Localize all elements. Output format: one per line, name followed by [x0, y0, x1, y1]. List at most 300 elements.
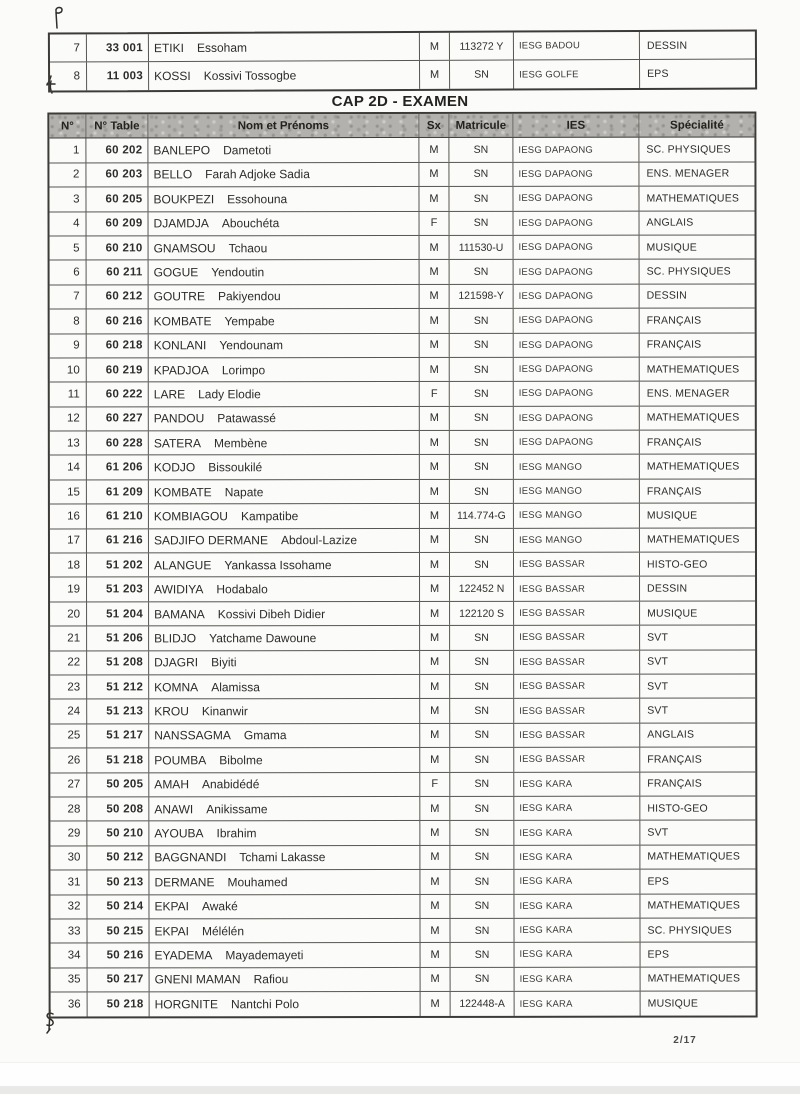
cell-index — [50, 797, 87, 820]
cell-matricule — [450, 699, 514, 722]
cell-table-number — [87, 309, 149, 332]
cell-sex — [420, 260, 450, 283]
table-row — [50, 528, 755, 553]
matricule-value: SN — [474, 534, 489, 547]
matricule-value: SN — [474, 875, 490, 888]
matricule-value: SN — [474, 485, 489, 498]
last-name: ANAWI — [154, 801, 194, 816]
sex-value: M — [430, 705, 440, 718]
cell-table-number — [87, 553, 149, 576]
specialite-value: MUSIQUE — [646, 241, 697, 254]
table-row — [50, 870, 755, 895]
ies-value: IESG DAPAONG — [518, 412, 594, 424]
first-name: Abouchéta — [221, 216, 280, 231]
matricule-value: SN — [474, 948, 490, 961]
row-index: 27 — [67, 778, 81, 791]
scan-bottom-strip — [0, 1062, 800, 1086]
cell-table-number — [87, 627, 149, 650]
cell-matricule — [450, 61, 514, 89]
cell-specialite — [640, 553, 755, 577]
cell-index — [50, 383, 87, 406]
cell-index — [51, 993, 88, 1017]
matricule-value: SN — [473, 265, 489, 278]
specialite-value: SVT — [647, 826, 669, 839]
first-name: Bibolme — [219, 753, 263, 768]
table-header-row — [49, 114, 754, 139]
cell-matricule — [450, 33, 514, 60]
matricule-value: SN — [474, 68, 489, 81]
sex-value: M — [429, 290, 439, 303]
table-number: 60 203 — [105, 168, 143, 181]
table-row — [50, 382, 755, 407]
table-row — [50, 674, 755, 699]
table-row — [51, 967, 756, 992]
last-name: ALANGUE — [153, 557, 212, 573]
sex-value: M — [430, 900, 440, 913]
cell-sex — [420, 285, 450, 308]
cell-matricule — [450, 602, 514, 625]
specialite-value: FRANÇAIS — [646, 485, 702, 498]
matricule-value: SN — [474, 778, 490, 791]
last-name: GNAMSOU — [153, 240, 216, 255]
specialite-value: DESSIN — [646, 39, 688, 52]
cell-table-number — [87, 431, 149, 454]
cell-table-number — [87, 285, 149, 308]
cell-sex — [420, 553, 450, 576]
first-name: Bissoukilé — [208, 460, 263, 475]
sex-value: M — [430, 948, 440, 961]
cell-ies — [514, 919, 640, 943]
cell-specialite — [639, 138, 754, 162]
cell-sex — [421, 943, 451, 966]
cell-specialite — [640, 674, 755, 698]
row-index: 29 — [67, 827, 81, 840]
row-index: 8 — [73, 315, 80, 328]
cell-ies — [514, 480, 640, 504]
first-name: Dametoti — [223, 143, 272, 158]
row-index: 9 — [73, 339, 80, 352]
matricule-value: SN — [474, 704, 490, 717]
table-number: 61 210 — [105, 510, 143, 523]
specialite-value: MATHEMATIQUES — [647, 899, 741, 912]
matricule-value: SN — [474, 680, 489, 693]
sex-value: M — [430, 729, 440, 742]
table-row — [50, 577, 755, 602]
row-index: 13 — [67, 437, 80, 450]
cell-index — [50, 407, 87, 430]
col-header-table-number: N° Table — [86, 114, 148, 137]
cell-ies — [514, 894, 640, 918]
table-number: 51 217 — [106, 729, 144, 742]
sex-value: M — [429, 412, 439, 425]
cell-ies — [514, 870, 640, 894]
table-row — [51, 992, 756, 1017]
cell-sex — [420, 236, 450, 259]
cell-ies — [514, 748, 640, 772]
cell-specialite — [640, 577, 755, 601]
table-row — [50, 699, 755, 724]
cell-matricule — [450, 553, 514, 576]
table-row — [50, 284, 755, 309]
row-index: 10 — [66, 364, 80, 377]
cell-matricule — [450, 333, 514, 356]
matricule-value: SN — [474, 656, 489, 669]
specialite-value: ANGLAIS — [646, 216, 694, 229]
last-name: KOMBATE — [153, 484, 212, 499]
ies-value: IESG DAPAONG — [518, 363, 594, 375]
matricule-value: SN — [473, 314, 489, 327]
row-index: 7 — [73, 41, 80, 54]
table-number: 51 212 — [106, 681, 144, 694]
cell-specialite — [641, 943, 756, 967]
ies-value: IESG BASSAR — [519, 680, 586, 693]
ies-value: IESG BASSAR — [519, 632, 586, 644]
row-index: 6 — [73, 266, 80, 279]
last-name: KPADJOA — [153, 362, 209, 377]
cell-name — [149, 358, 420, 382]
cell-sex — [419, 187, 449, 210]
cell-sex — [420, 529, 450, 552]
table-number: 51 206 — [106, 632, 144, 645]
ies-value: IESG DAPAONG — [518, 436, 594, 449]
cell-name — [149, 33, 420, 61]
specialite-value: SVT — [647, 704, 669, 717]
col-header-n: N° — [49, 114, 86, 137]
cell-index — [50, 212, 87, 235]
cell-specialite — [640, 235, 755, 259]
table-number: 60 210 — [105, 242, 143, 255]
cell-index — [50, 919, 87, 942]
cell-specialite — [640, 845, 755, 869]
cell-matricule — [450, 919, 514, 942]
row-index: 7 — [73, 290, 80, 303]
sex-value: M — [430, 998, 440, 1011]
table-row — [50, 235, 755, 260]
table-number: 51 213 — [106, 705, 144, 718]
sex-value: M — [430, 875, 440, 888]
first-name: Membène — [213, 435, 268, 451]
specialite-value: SVT — [647, 680, 669, 693]
cell-specialite — [640, 699, 755, 723]
table-row — [50, 357, 755, 382]
table-row — [50, 553, 755, 578]
first-name: Mouhamed — [227, 874, 288, 890]
specialite-value: FRANÇAIS — [647, 753, 702, 766]
row-index: 30 — [67, 851, 81, 864]
table-row — [50, 650, 755, 675]
cell-table-number — [87, 773, 149, 796]
cell-index — [50, 895, 87, 918]
table-number: 50 218 — [106, 998, 144, 1011]
cell-index — [49, 139, 86, 162]
cell-table-number — [87, 724, 149, 747]
specialite-value: HISTO-GEO — [647, 802, 708, 815]
table-row — [50, 845, 755, 870]
cell-specialite — [640, 821, 755, 845]
row-index: 11 — [67, 388, 80, 401]
cell-table-number — [86, 163, 148, 186]
ies-value: IESG DAPAONG — [518, 266, 594, 278]
cell-table-number — [87, 261, 149, 284]
table-number: 50 215 — [106, 924, 144, 937]
cell-name — [149, 431, 420, 455]
ies-value: IESG DAPAONG — [518, 241, 594, 253]
cell-index — [49, 163, 86, 186]
cell-table-number — [87, 749, 149, 772]
cell-index — [50, 358, 87, 381]
ies-value: IESG BADOU — [518, 40, 581, 52]
table-row — [50, 748, 755, 773]
specialite-value: FRANÇAIS — [647, 777, 703, 790]
table-number: 51 218 — [106, 754, 144, 767]
cell-ies — [514, 406, 640, 430]
ies-value: IESG KARA — [519, 924, 573, 936]
specialite-value: MATHEMATIQUES — [646, 411, 740, 425]
ies-value: IESG KARA — [519, 778, 573, 790]
cell-specialite — [640, 894, 755, 918]
sex-value: M — [430, 656, 440, 669]
cell-index — [50, 432, 87, 455]
cell-specialite — [640, 455, 755, 479]
cell-name — [149, 577, 420, 601]
cell-matricule — [450, 894, 514, 917]
cell-index — [49, 188, 86, 211]
row-index: 14 — [67, 461, 80, 474]
cell-matricule — [450, 309, 514, 332]
ies-value: IESG DAPAONG — [518, 339, 594, 351]
cell-table-number — [87, 675, 149, 698]
cell-index — [50, 627, 87, 650]
matricule-value: 122120 S — [459, 607, 505, 620]
last-name: NANSSAGMA — [154, 728, 231, 743]
cell-table-number — [87, 870, 149, 893]
cell-table-number — [87, 700, 149, 723]
cell-table-number — [87, 334, 149, 357]
matricule-value: SN — [474, 802, 490, 815]
scan-edge-band — [0, 1086, 800, 1094]
table-number: 60 211 — [106, 266, 143, 279]
first-name: Gmama — [243, 728, 287, 743]
matricule-value: SN — [474, 729, 490, 742]
matricule-value: SN — [474, 461, 489, 474]
sex-value: M — [429, 241, 439, 254]
cell-ies — [514, 309, 640, 333]
first-name: Lady Elodie — [198, 387, 261, 402]
row-index: 21 — [67, 632, 81, 645]
last-name: BLIDJO — [154, 631, 197, 646]
cell-table-number — [88, 944, 150, 967]
table-number: 60 218 — [105, 339, 143, 352]
last-name: SATERA — [153, 436, 201, 451]
cell-ies — [514, 821, 640, 845]
ies-value: IESG KARA — [519, 802, 573, 814]
row-index: 36 — [67, 998, 81, 1011]
last-name: GOGUE — [153, 265, 199, 280]
first-name: Essoham — [196, 40, 248, 55]
cell-specialite — [640, 918, 755, 942]
table-number: 51 203 — [106, 583, 144, 596]
row-index: 3 — [73, 193, 80, 206]
row-index: 4 — [73, 217, 80, 230]
cell-sex — [420, 602, 450, 625]
specialite-value: MATHEMATIQUES — [646, 363, 740, 376]
cell-ies — [514, 236, 640, 260]
table-number: 60 209 — [105, 217, 143, 230]
table-row — [50, 626, 755, 651]
last-name: KODJO — [153, 460, 196, 475]
cell-sex — [420, 919, 450, 942]
cell-table-number — [87, 358, 149, 381]
row-index: 17 — [67, 534, 80, 547]
table-number: 50 213 — [106, 876, 144, 889]
last-name: EKPAI — [154, 923, 189, 938]
sex-value: M — [429, 509, 440, 522]
ies-value: IESG MANGO — [518, 485, 583, 497]
table-number: 60 212 — [105, 290, 143, 303]
matricule-value: SN — [473, 363, 489, 376]
cell-ies — [515, 967, 641, 991]
matricule-value: SN — [474, 436, 489, 449]
cell-ies — [514, 797, 640, 821]
cell-matricule — [450, 260, 514, 283]
row-index: 8 — [73, 70, 81, 83]
ies-value: IESG BASSAR — [519, 729, 586, 741]
cell-name — [149, 61, 420, 90]
first-name: Lorimpo — [221, 362, 266, 377]
table-row — [49, 187, 754, 212]
cell-index — [50, 749, 87, 772]
ies-value: IESG BASSAR — [519, 656, 586, 668]
cell-specialite — [640, 772, 755, 796]
cell-index — [50, 675, 87, 698]
last-name: KOMBIAGOU — [153, 509, 228, 524]
cell-index — [51, 944, 88, 967]
last-name: ETIKI — [153, 40, 184, 55]
sex-value: M — [429, 68, 440, 81]
table-number: 60 222 — [105, 388, 143, 401]
matricule-value: SN — [474, 973, 490, 986]
sex-value: M — [430, 753, 440, 766]
sex-value: F — [430, 387, 438, 400]
matricule-value: SN — [473, 387, 489, 400]
cell-matricule — [450, 650, 514, 673]
last-name: KONLANI — [153, 338, 207, 353]
cell-sex — [420, 870, 450, 893]
table-row — [50, 918, 755, 943]
table-row — [50, 31, 755, 62]
cell-sex — [421, 968, 451, 991]
cell-specialite — [640, 870, 755, 894]
specialite-value: MATHEMATIQUES — [646, 533, 740, 546]
ies-value: IESG KARA — [519, 998, 573, 1010]
ies-value: IESG KARA — [519, 973, 573, 985]
table-number: 61 216 — [105, 534, 143, 547]
first-name: Pakiyendou — [217, 289, 281, 304]
table-row — [50, 894, 755, 919]
cell-index — [50, 285, 87, 308]
cell-name — [148, 163, 419, 187]
cell-sex — [420, 431, 450, 454]
cell-name — [149, 919, 420, 943]
table-row — [50, 821, 755, 846]
cell-index — [50, 236, 87, 259]
cell-sex — [420, 358, 450, 381]
cell-matricule — [450, 577, 514, 600]
row-index: 31 — [67, 876, 81, 889]
cell-ies — [514, 723, 640, 747]
specialite-value: FRANÇAIS — [646, 338, 702, 351]
cell-table-number — [87, 62, 149, 90]
sex-value: M — [429, 265, 439, 278]
cell-name — [149, 894, 420, 918]
first-name: Alamissa — [211, 679, 260, 694]
cell-name — [149, 821, 420, 845]
table-number: 50 216 — [106, 949, 144, 962]
first-name: Anikissame — [206, 801, 268, 816]
cell-ies — [514, 60, 640, 89]
cell-sex — [420, 504, 450, 527]
cell-name — [150, 968, 421, 992]
cell-name — [149, 285, 420, 309]
table-number: 50 205 — [106, 778, 144, 791]
cell-ies — [514, 382, 640, 406]
cell-matricule — [450, 480, 514, 503]
cell-table-number — [87, 505, 149, 528]
cell-table-number — [87, 480, 149, 503]
cell-table-number — [88, 992, 150, 1016]
last-name: BANLEPO — [153, 143, 211, 158]
row-index: 28 — [67, 803, 81, 816]
matricule-value: SN — [473, 217, 489, 230]
cell-index — [50, 822, 87, 845]
ies-value: IESG BASSAR — [519, 583, 586, 595]
first-name: Patawassé — [217, 411, 276, 426]
sex-value: M — [429, 461, 439, 474]
table-row — [50, 455, 755, 480]
table-number: 50 212 — [106, 851, 144, 864]
cell-matricule — [450, 382, 514, 405]
row-index: 34 — [67, 949, 81, 962]
specialite-value: ANGLAIS — [647, 729, 695, 742]
sex-value: M — [430, 680, 440, 693]
table-number: 51 204 — [106, 607, 144, 620]
last-name: POUMBA — [154, 753, 207, 768]
ies-value: IESG BASSAR — [519, 705, 586, 717]
previous-section-rows — [50, 31, 755, 90]
cell-ies — [514, 358, 640, 382]
table-number: 60 227 — [105, 412, 143, 425]
first-name: Yendoutin — [211, 265, 265, 280]
sex-value: M — [429, 40, 440, 53]
cell-matricule — [449, 138, 513, 161]
ies-value: IESG BASSAR — [519, 754, 586, 766]
sex-value: M — [430, 973, 440, 986]
sex-value: M — [429, 144, 439, 157]
first-name: Rafiou — [253, 972, 289, 987]
cell-ies — [513, 138, 639, 162]
cell-table-number — [87, 236, 149, 259]
last-name: BOUKPEZI — [153, 192, 215, 207]
last-name: KOMNA — [154, 679, 199, 695]
last-name: BAGGNANDI — [154, 850, 227, 865]
cell-ies — [514, 431, 640, 455]
last-name: KOMBATE — [153, 314, 212, 329]
last-name: KROU — [154, 704, 189, 719]
cell-sex — [421, 992, 451, 1016]
table-number: 51 202 — [106, 559, 144, 572]
specialite-value: MATHEMATIQUES — [646, 192, 740, 205]
first-name: Essohouna — [227, 192, 288, 207]
